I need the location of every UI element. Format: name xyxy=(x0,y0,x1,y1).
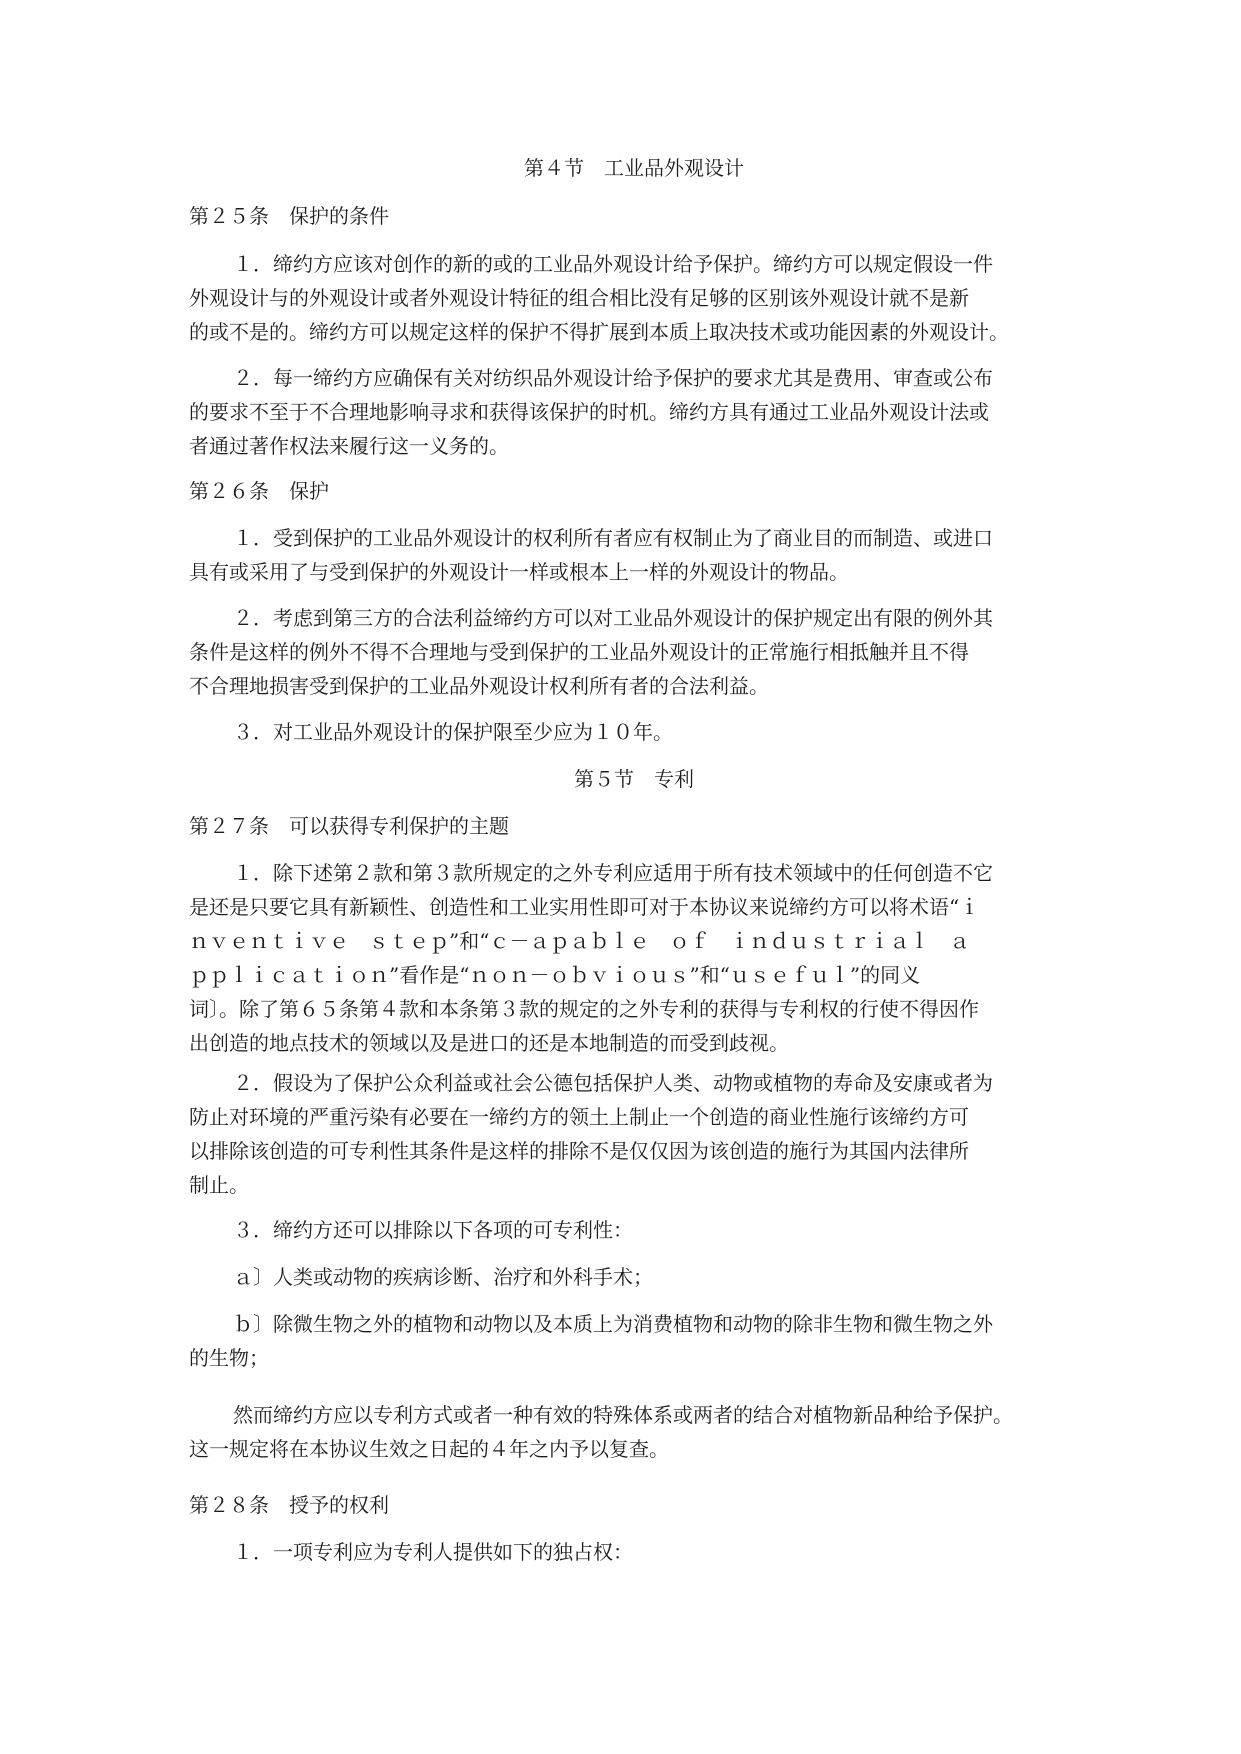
list-item-line: ａ〕人类或动物的疾病诊断、治疗和外科手术； xyxy=(233,1265,653,1289)
article-27-item-b-cont xyxy=(189,1341,1079,1375)
paragraph-line: 的要求不至于不合理地影响寻求和获得该保护的时机。缔约方具有通过工业品外观设计法或 xyxy=(189,400,989,424)
paragraph-line: １．除下述第２款和第３款所规定的之外专利应适用于所有技术领域中的任何创造不它 xyxy=(233,861,993,885)
list-item-line: ｂ〕除微生物之外的植物和动物以及本质上为消费植物和动物的除非生物和微生物之外 xyxy=(233,1312,993,1336)
article-28-heading xyxy=(189,1488,1079,1522)
paragraph-line: 是还是只要它具有新颖性、创造性和工业实用性即可对于本协议来说缔约方可以将术语“ｉ xyxy=(189,895,980,919)
section-5-title xyxy=(189,762,1079,796)
paragraph-line: ２．每一缔约方应确保有关对纺织品外观设计给予保护的要求尤其是费用、审查或公布 xyxy=(233,366,993,390)
article-25-paragraph-2 xyxy=(189,361,1123,395)
paragraph-line: 制止。 xyxy=(189,1173,249,1197)
paragraph-line: ２．考虑到第三方的合法利益缔约方可以对工业品外观设计的保护规定出有限的例外其 xyxy=(233,606,993,630)
article-27-heading xyxy=(189,809,1079,843)
paragraph-line: 外观设计与的外观设计或者外观设计特征的组合相比没有足够的区别该外观设计就不是新 xyxy=(189,286,969,310)
article-27-paragraph-2 xyxy=(189,1066,1123,1100)
paragraph-line: ２．假设为了保护公众利益或社会公德包括保护人类、动物或植物的寿命及安康或者为 xyxy=(233,1071,993,1095)
article-26-paragraph-2-cont xyxy=(189,635,1079,703)
article-27-item-a xyxy=(189,1260,1123,1294)
article-heading-text: 第２８条 授予的权利 xyxy=(189,1493,389,1517)
article-heading-text: 第２７条 可以获得专利保护的主题 xyxy=(189,814,509,838)
article-27-paragraph-1-cont xyxy=(189,890,1079,1060)
article-27-paragraph-1 xyxy=(189,856,1123,890)
paragraph-line: 的或不是的。缔约方可以规定这样的保护不得扩展到本质上取决技术或功能因素的外观设计。 xyxy=(189,320,1009,344)
paragraph-line: ｐｐｌｉｃａｔｉｏｎ”看作是“ｎｏｎ－ｏｂｖｉｏｕｓ”和“ｕｓｅｆｕｌ”的同义 xyxy=(189,963,921,987)
article-25-paragraph-1-cont xyxy=(189,281,1079,349)
section-title-text: 第５节 专利 xyxy=(574,767,694,791)
article-26-heading xyxy=(189,474,1079,508)
paragraph-line: 条件是这样的例外不得不合理地与受到保护的工业品外观设计的正常施行相抵触并且不得 xyxy=(189,640,969,664)
article-25-paragraph-2-cont xyxy=(189,395,1079,463)
article-heading-text: 第２６条 保护 xyxy=(189,479,329,503)
paragraph-line: ３．对工业品外观设计的保护限至少应为１０年。 xyxy=(233,720,673,744)
article-27-paragraph-3 xyxy=(189,1213,1123,1247)
paragraph-line: 以排除该创造的可专利性其条件是这样的排除不是仅仅因为该创造的施行为其国内法律所 xyxy=(189,1139,969,1163)
article-26-paragraph-2 xyxy=(189,601,1123,635)
paragraph-line: ３．缔约方还可以排除以下各项的可专利性： xyxy=(233,1218,633,1242)
paragraph-line: １．缔约方应该对创作的新的或的工业品外观设计给予保护。缔约方可以规定假设一件 xyxy=(233,252,993,276)
paragraph-line: ｎｖｅｎｔｉｖｅ ｓｔｅｐ”和“ｃ－ａｐａｂｌｅ ｏｆ ｉｎｄｕｓｔｒｉａｌ ａ xyxy=(189,929,970,953)
paragraph-line: 者通过著作权法来履行这一义务的。 xyxy=(189,434,509,458)
paragraph-line: 然而缔约方应以专利方式或者一种有效的特殊体系或两者的结合对植物新品种给予保护。 xyxy=(233,1403,1013,1427)
article-25-paragraph-1 xyxy=(189,247,1123,281)
article-26-paragraph-3 xyxy=(189,715,1123,749)
article-26-paragraph-1-cont xyxy=(189,555,1079,589)
article-heading-text: 第２５条 保护的条件 xyxy=(189,204,389,228)
paragraph-line: 出创造的地点技术的领域以及是进口的还是本地制造的而受到歧视。 xyxy=(189,1031,789,1055)
list-item-line: 的生物； xyxy=(189,1346,269,1370)
article-27-item-b xyxy=(189,1307,1123,1341)
article-27-paragraph-2-cont xyxy=(189,1100,1079,1202)
section-title-text: 第４节 工业品外观设计 xyxy=(524,156,744,180)
paragraph-line: １．受到保护的工业品外观设计的权利所有者应有权制止为了商业目的而制造、或进口 xyxy=(233,526,993,550)
article-27-paragraph-4-cont xyxy=(189,1432,1079,1466)
article-25-heading xyxy=(189,199,1079,233)
article-28-paragraph-1 xyxy=(189,1535,1123,1569)
article-27-paragraph-4 xyxy=(189,1398,1123,1432)
paragraph-line: 防止对环境的严重污染有必要在一缔约方的领土上制止一个创造的商业性施行该缔约方可 xyxy=(189,1105,969,1129)
article-26-paragraph-1 xyxy=(189,521,1123,555)
paragraph-line: 词〕。除了第６５条第４款和本条第３款的规定的之外专利的获得与专利权的行使不得因作 xyxy=(189,997,979,1021)
paragraph-line: 这一规定将在本协议生效之日起的４年之内予以复查。 xyxy=(189,1437,669,1461)
paragraph-line: １．一项专利应为专利人提供如下的独占权： xyxy=(233,1540,633,1564)
paragraph-line: 具有或采用了与受到保护的外观设计一样或根本上一样的外观设计的物品。 xyxy=(189,560,849,584)
section-4-title xyxy=(189,151,1079,185)
paragraph-line: 不合理地损害受到保护的工业品外观设计权利所有者的合法利益。 xyxy=(189,674,769,698)
